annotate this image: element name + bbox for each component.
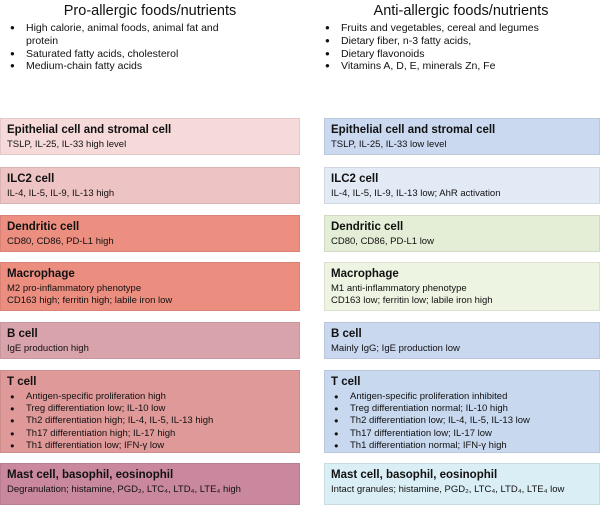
cell-box-detail: Intact granules; histamine, PGD₂, LTC₄, LTD₄, LTE₄ low (331, 484, 565, 495)
cell-box-detail: M1 anti-inflammatory phenotype (331, 283, 467, 294)
food-item (324, 60, 600, 73)
epithelial-stromal-cell-box (324, 118, 600, 155)
anti-allergic-title: Anti-allergic foods/nutrients (373, 3, 549, 19)
cell-box-detail: M2 pro-inflammatory phenotype (7, 283, 142, 294)
cell-box-title: Mast cell, basophil, eosinophil (7, 469, 174, 481)
cell-box-title: Epithelial cell and stromal cell (7, 124, 172, 136)
food-item (324, 22, 600, 35)
food-item (9, 60, 300, 73)
cell-box-bullets (331, 391, 593, 452)
cell-box-bullet: ● Treg differentiation normal; IL-10 high (331, 403, 593, 415)
pro-allergic-column (0, 0, 300, 495)
mast-basophil-eosinophil-box (0, 463, 300, 505)
epithelial-stromal-cell-box (0, 118, 300, 155)
cell-box-bullets (7, 391, 293, 452)
cell-box-title: T cell (331, 376, 361, 388)
cell-box-detail: Degranulation; histamine, PGD₂, LTC₄, LTD₄, LTE₄ high (7, 484, 241, 495)
cell-box-detail: CD80, CD86, PD-L1 high (7, 236, 114, 247)
food-item-text: Dietary fiber, n-3 fatty acids, (341, 34, 472, 47)
food-item-text: Fruits and vegetables, cereal and legumes (341, 22, 539, 34)
cell-box-bullet: ● Th1 differentiation low; IFN-γ low (7, 440, 293, 452)
ilc2-cell-box (324, 167, 600, 204)
cell-box-title: Dendritic cell (7, 221, 80, 233)
cell-box-detail: TSLP, IL-25, IL-33 high level (7, 139, 127, 150)
cell-box-detail: CD80, CD86, PD-L1 low (331, 236, 434, 247)
cell-box-bullet: ● Th2 differentiation low; IL-4, IL-5, IL-13 low (331, 415, 593, 427)
macrophage-box (324, 262, 600, 311)
anti-allergic-foods-list (322, 22, 600, 73)
food-item (324, 35, 600, 48)
cell-box-bullet: ● Th17 differentiation low; IL-17 low (331, 428, 593, 440)
food-item-text: protein (26, 34, 59, 47)
cell-box-detail: CD163 low; ferritin low; labile iron high (331, 295, 493, 306)
dendritic-cell-box (0, 215, 300, 252)
pro-allergic-foods-list (0, 22, 300, 73)
cell-box-title: ILC2 cell (331, 173, 379, 185)
cell-box-title: Epithelial cell and stromal cell (331, 124, 496, 136)
cell-box-detail: IL-4, IL-5, IL-9, IL-13 low; AhR activation (331, 188, 501, 199)
food-item-text: High calorie, animal foods, animal fat and (26, 22, 219, 34)
food-item (324, 48, 600, 61)
cell-box-bullet: ● Antigen-specific proliferation high (7, 391, 293, 403)
cell-box-detail: IL-4, IL-5, IL-9, IL-13 high (7, 188, 115, 199)
food-item-text: Saturated fatty acids, cholesterol (26, 47, 179, 60)
cell-box-detail: Mainly IgG; IgE production low (331, 343, 460, 354)
cell-box-bullet: ● Treg differentiation low; IL-10 low (7, 403, 293, 415)
cell-box-title: Mast cell, basophil, eosinophil (331, 469, 498, 481)
macrophage-box (0, 262, 300, 311)
cell-box-title: T cell (7, 376, 37, 388)
food-item (9, 48, 300, 61)
pro-allergic-title: Pro-allergic foods/nutrients (63, 3, 237, 19)
mast-basophil-eosinophil-box (324, 463, 600, 505)
food-item-text: Vitamins A, D, E, minerals Zn, Fe (341, 60, 496, 73)
cell-box-detail: CD163 high; ferritin high; labile iron low (7, 295, 173, 306)
cell-box-title: Dendritic cell (331, 221, 404, 233)
cell-box-bullet: ● Th1 differentiation normal; IFN-γ high (331, 440, 593, 452)
dendritic-cell-box (324, 215, 600, 252)
cell-box-bullet: ● Antigen-specific proliferation inhibited (331, 391, 593, 403)
cell-box-bullet: ● Th17 differentiation high; IL-17 high (7, 428, 293, 440)
ilc2-cell-box (0, 167, 300, 204)
cell-box-title: B cell (7, 328, 38, 340)
food-item-text: Medium-chain fatty acids (26, 60, 143, 73)
food-item-text: Dietary flavonoids (341, 47, 425, 60)
b-cell-box (0, 322, 300, 359)
cell-box-title: ILC2 cell (7, 173, 55, 185)
cell-box-title: Macrophage (7, 268, 75, 280)
anti-allergic-column (322, 0, 600, 495)
cell-box-title: Macrophage (331, 268, 399, 280)
cell-box-detail: TSLP, IL-25, IL-33 low level (331, 139, 447, 150)
cell-box-title: B cell (331, 328, 362, 340)
cell-box-detail: IgE production high (7, 343, 89, 354)
b-cell-box (324, 322, 600, 359)
cell-box-bullet: ● Th2 differentiation high; IL-4, IL-5, IL-13 high (7, 415, 293, 427)
food-item (9, 22, 300, 48)
t-cell-box (0, 370, 300, 453)
t-cell-box (324, 370, 600, 453)
